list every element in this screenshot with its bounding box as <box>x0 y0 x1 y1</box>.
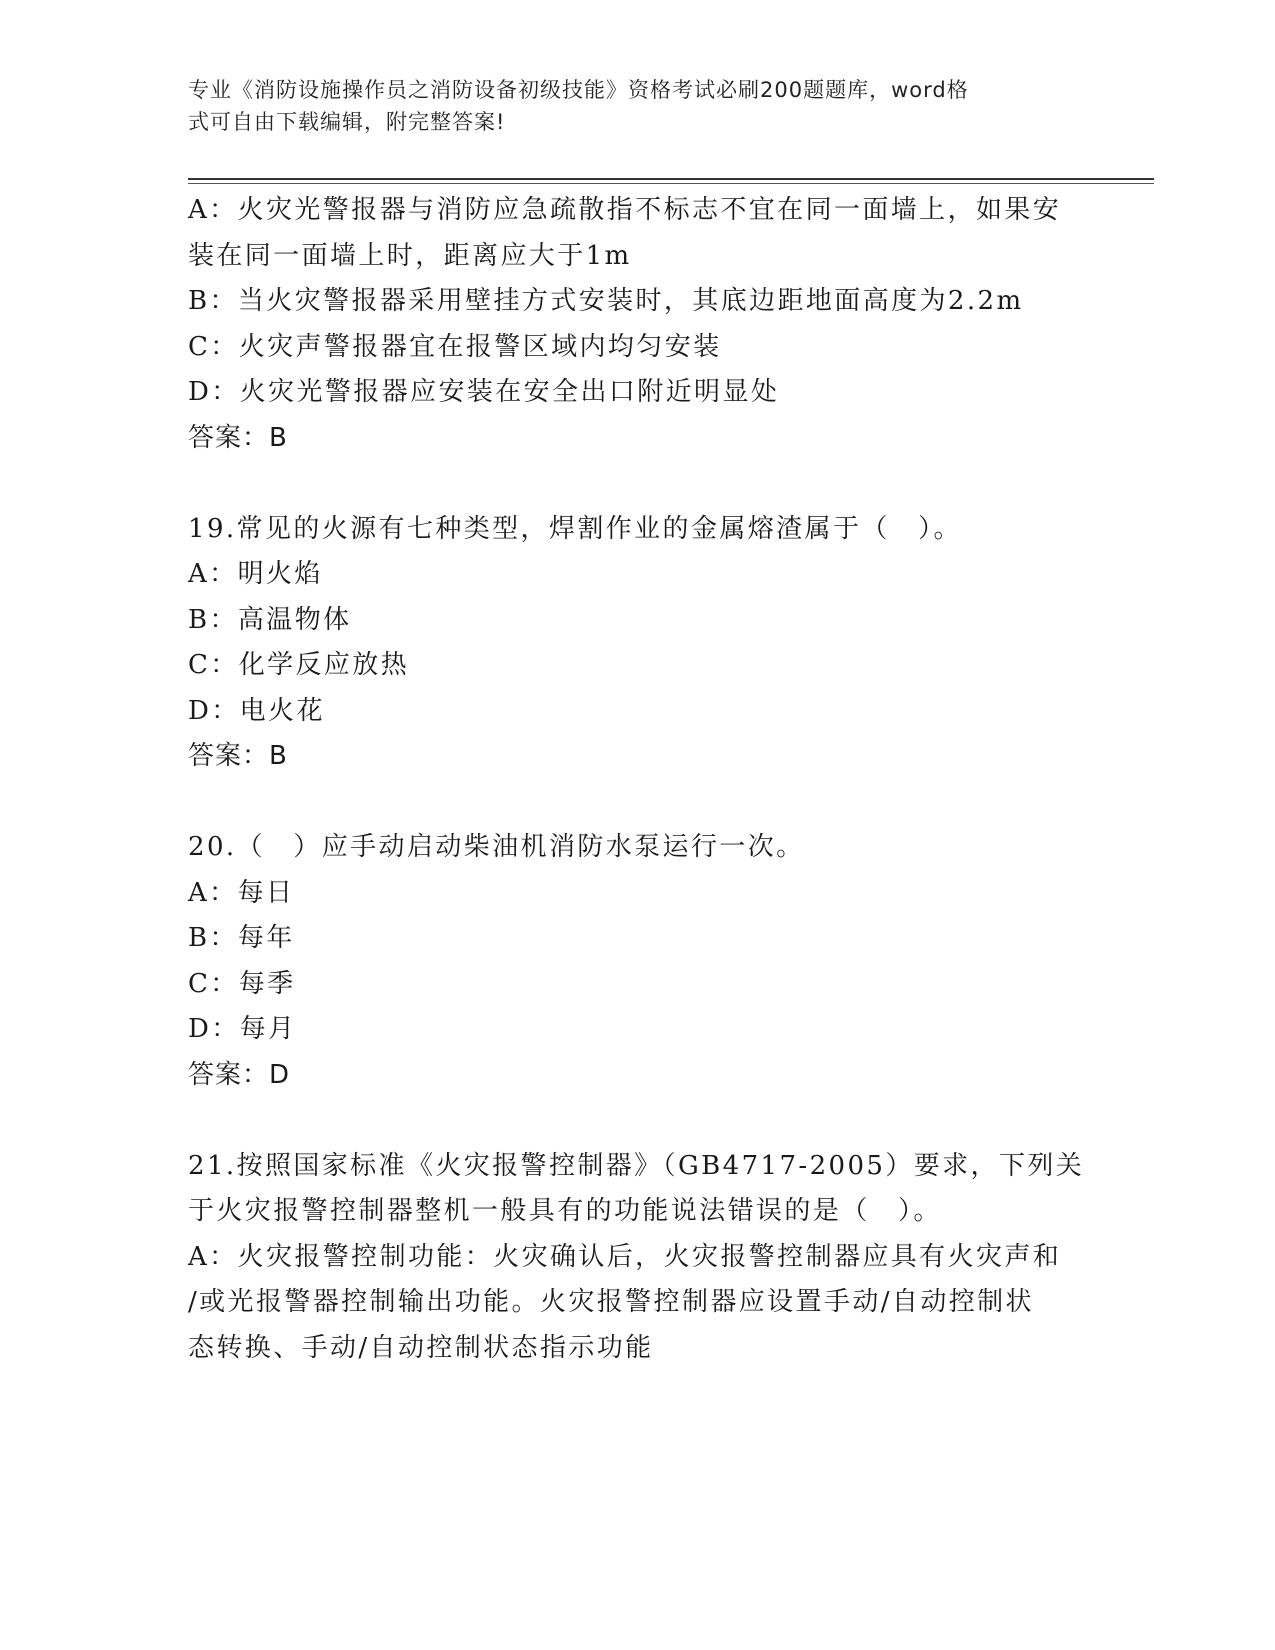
q21-option-a-line-3: 态转换、手动/自动控制状态指示功能 <box>188 1332 654 1363</box>
q21-option-a-line-1: A：火灾报警控制功能：火灾确认后，火灾报警控制器应具有火灾声和 <box>188 1241 1062 1272</box>
header-line-1: 专业《消防设施操作员之消防设备初级技能》资格考试必刷200题题库，word格 <box>188 78 969 102</box>
q18-option-a-line-1: A：火灾光警报器与消防应急疏散指不标志不宜在同一面墙上，如果安 <box>188 195 1062 225</box>
q20-answer: 答案：D <box>188 1059 291 1090</box>
question-19-block <box>188 507 1088 780</box>
header-divider-thick <box>188 178 1154 180</box>
q20-option-b: B：每年 <box>188 923 295 953</box>
q21-question-line-2: 于火灾报警控制器整机一般具有的功能说法错误的是（ ）。 <box>188 1196 942 1226</box>
q18-option-d: D：火灾光警报器应安装在安全出口附近明显处 <box>188 377 780 407</box>
q18-option-c: C：火灾声警报器宜在报警区域内均匀安装 <box>188 331 722 362</box>
spacer <box>188 1098 1088 1144</box>
question-20-block <box>188 825 1088 1098</box>
document-header <box>188 74 1068 138</box>
question-18-block <box>188 188 1088 461</box>
q19-answer: 答案：B <box>188 741 288 771</box>
header-line-2: 式可自由下载编辑，附完整答案! <box>188 110 506 134</box>
q18-answer: 答案：B <box>188 422 288 453</box>
spacer <box>188 461 1088 507</box>
q20-option-a: A：每日 <box>188 877 295 908</box>
q18-option-b: B：当火灾警报器采用壁挂方式安装时，其底边距地面高度为2.2m <box>188 286 1024 316</box>
q21-question-line-1: 21.按照国家标准《火灾报警控制器》（GB4717-2005）要求，下列关 <box>188 1150 1085 1181</box>
q19-option-d: D：电火花 <box>188 695 325 726</box>
q19-option-a: A：明火焰 <box>188 559 323 589</box>
q20-option-c: C：每季 <box>188 968 296 999</box>
document-body <box>188 188 1088 1371</box>
q19-option-b: B：高温物体 <box>188 604 352 635</box>
q18-option-a-line-2: 装在同一面墙上时，距离应大于1m <box>188 240 632 271</box>
spacer <box>188 780 1088 826</box>
q20-question: 20.（ ）应手动启动柴油机消防水泵运行一次。 <box>188 832 805 862</box>
q19-option-c: C：化学反应放热 <box>188 650 410 680</box>
q21-option-a-line-2: /或光报警器控制输出功能。火灾报警控制器应设置手动/自动控制状 <box>188 1287 1034 1317</box>
question-21-block <box>188 1144 1088 1372</box>
q20-option-d: D：每月 <box>188 1014 297 1044</box>
header-divider-thin <box>188 183 1154 184</box>
q19-question: 19.常见的火源有七种类型，焊割作业的金属熔渣属于（ ）。 <box>188 513 962 544</box>
